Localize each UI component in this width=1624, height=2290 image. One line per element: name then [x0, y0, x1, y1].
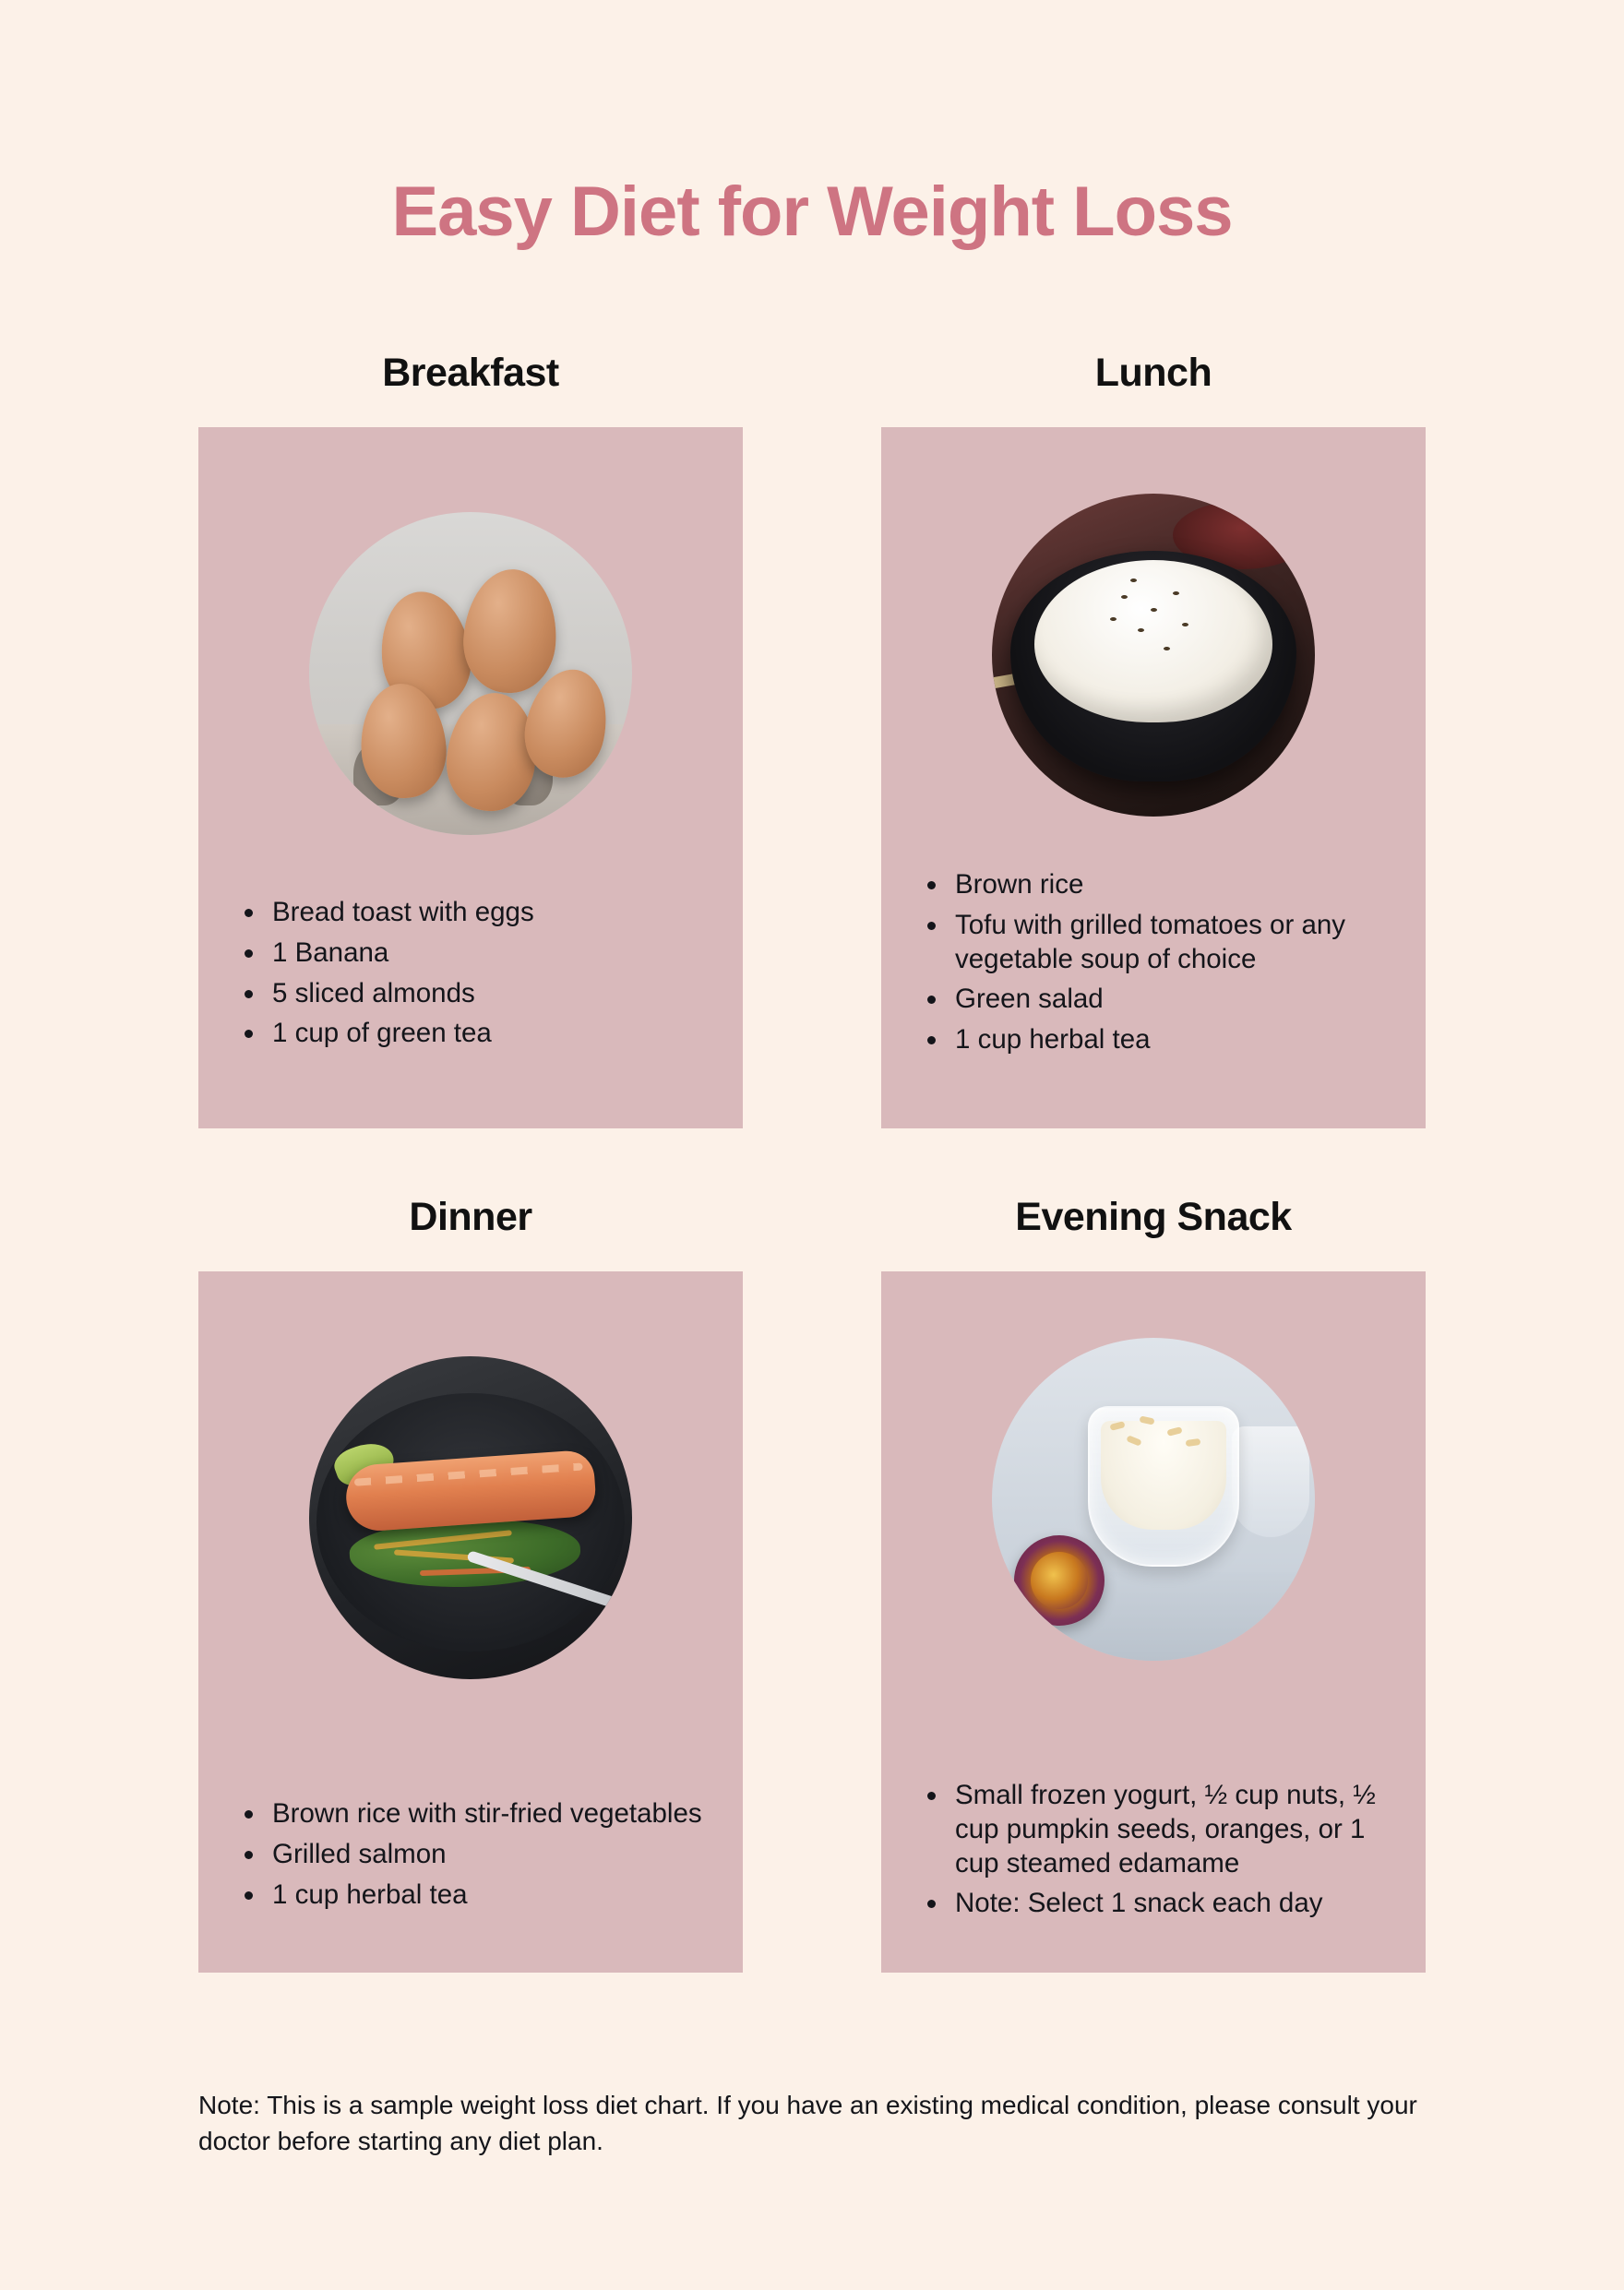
footer-note: Note: This is a sample weight loss diet chart. If you have an existing medical condition, please consult your doctor before starting any diet plan.: [198, 2091, 1417, 2156]
list-item: Note: Select 1 snack each day: [951, 1887, 1394, 1921]
meal-section-breakfast: [194, 351, 747, 1128]
page-title: Easy Diet for Weight Loss: [391, 173, 1233, 251]
meal-section-evening-snack: [877, 1195, 1430, 1973]
section-heading-lunch: Lunch: [1094, 350, 1212, 395]
meal-item-list-evening-snack: [881, 1779, 1426, 1928]
list-item: 1 cup herbal tea: [269, 1879, 711, 1913]
list-item: Bread toast with eggs: [269, 896, 711, 930]
meal-item-list-breakfast: [198, 896, 743, 1058]
meal-item-list-dinner: [198, 1797, 743, 1919]
section-heading-evening-snack: Evening Snack: [1015, 1194, 1292, 1239]
eggs-photo: [309, 512, 632, 835]
meal-section-dinner: [194, 1195, 747, 1973]
list-item: Small frozen yogurt, ½ cup nuts, ½ cup pumpkin seeds, oranges, or 1 cup steamed edamame: [951, 1779, 1394, 1881]
list-item: Brown rice: [951, 868, 1394, 902]
grilled-salmon-photo: [309, 1356, 632, 1679]
meal-card-dinner: [198, 1271, 743, 1973]
list-item: Grilled salmon: [269, 1838, 711, 1872]
meal-card-evening-snack: [881, 1271, 1426, 1973]
list-item: 1 cup of green tea: [269, 1017, 711, 1051]
meal-card-breakfast: [198, 427, 743, 1128]
meal-section-lunch: [877, 351, 1430, 1128]
list-item: 1 Banana: [269, 936, 711, 971]
list-item: Tofu with grilled tomatoes or any vegetable soup of choice: [951, 909, 1394, 977]
list-item: 1 cup herbal tea: [951, 1023, 1394, 1057]
list-item: 5 sliced almonds: [269, 977, 711, 1011]
section-heading-dinner: Dinner: [409, 1194, 532, 1239]
meal-item-list-lunch: [881, 868, 1426, 1064]
rice-bowl-photo: [992, 494, 1315, 817]
yogurt-glass-photo: [992, 1338, 1315, 1661]
list-item: Brown rice with stir-fried vegetables: [269, 1797, 711, 1831]
meal-grid: [194, 249, 1430, 1973]
meal-card-lunch: [881, 427, 1426, 1128]
list-item: Green salad: [951, 983, 1394, 1017]
section-heading-breakfast: Breakfast: [382, 350, 559, 395]
